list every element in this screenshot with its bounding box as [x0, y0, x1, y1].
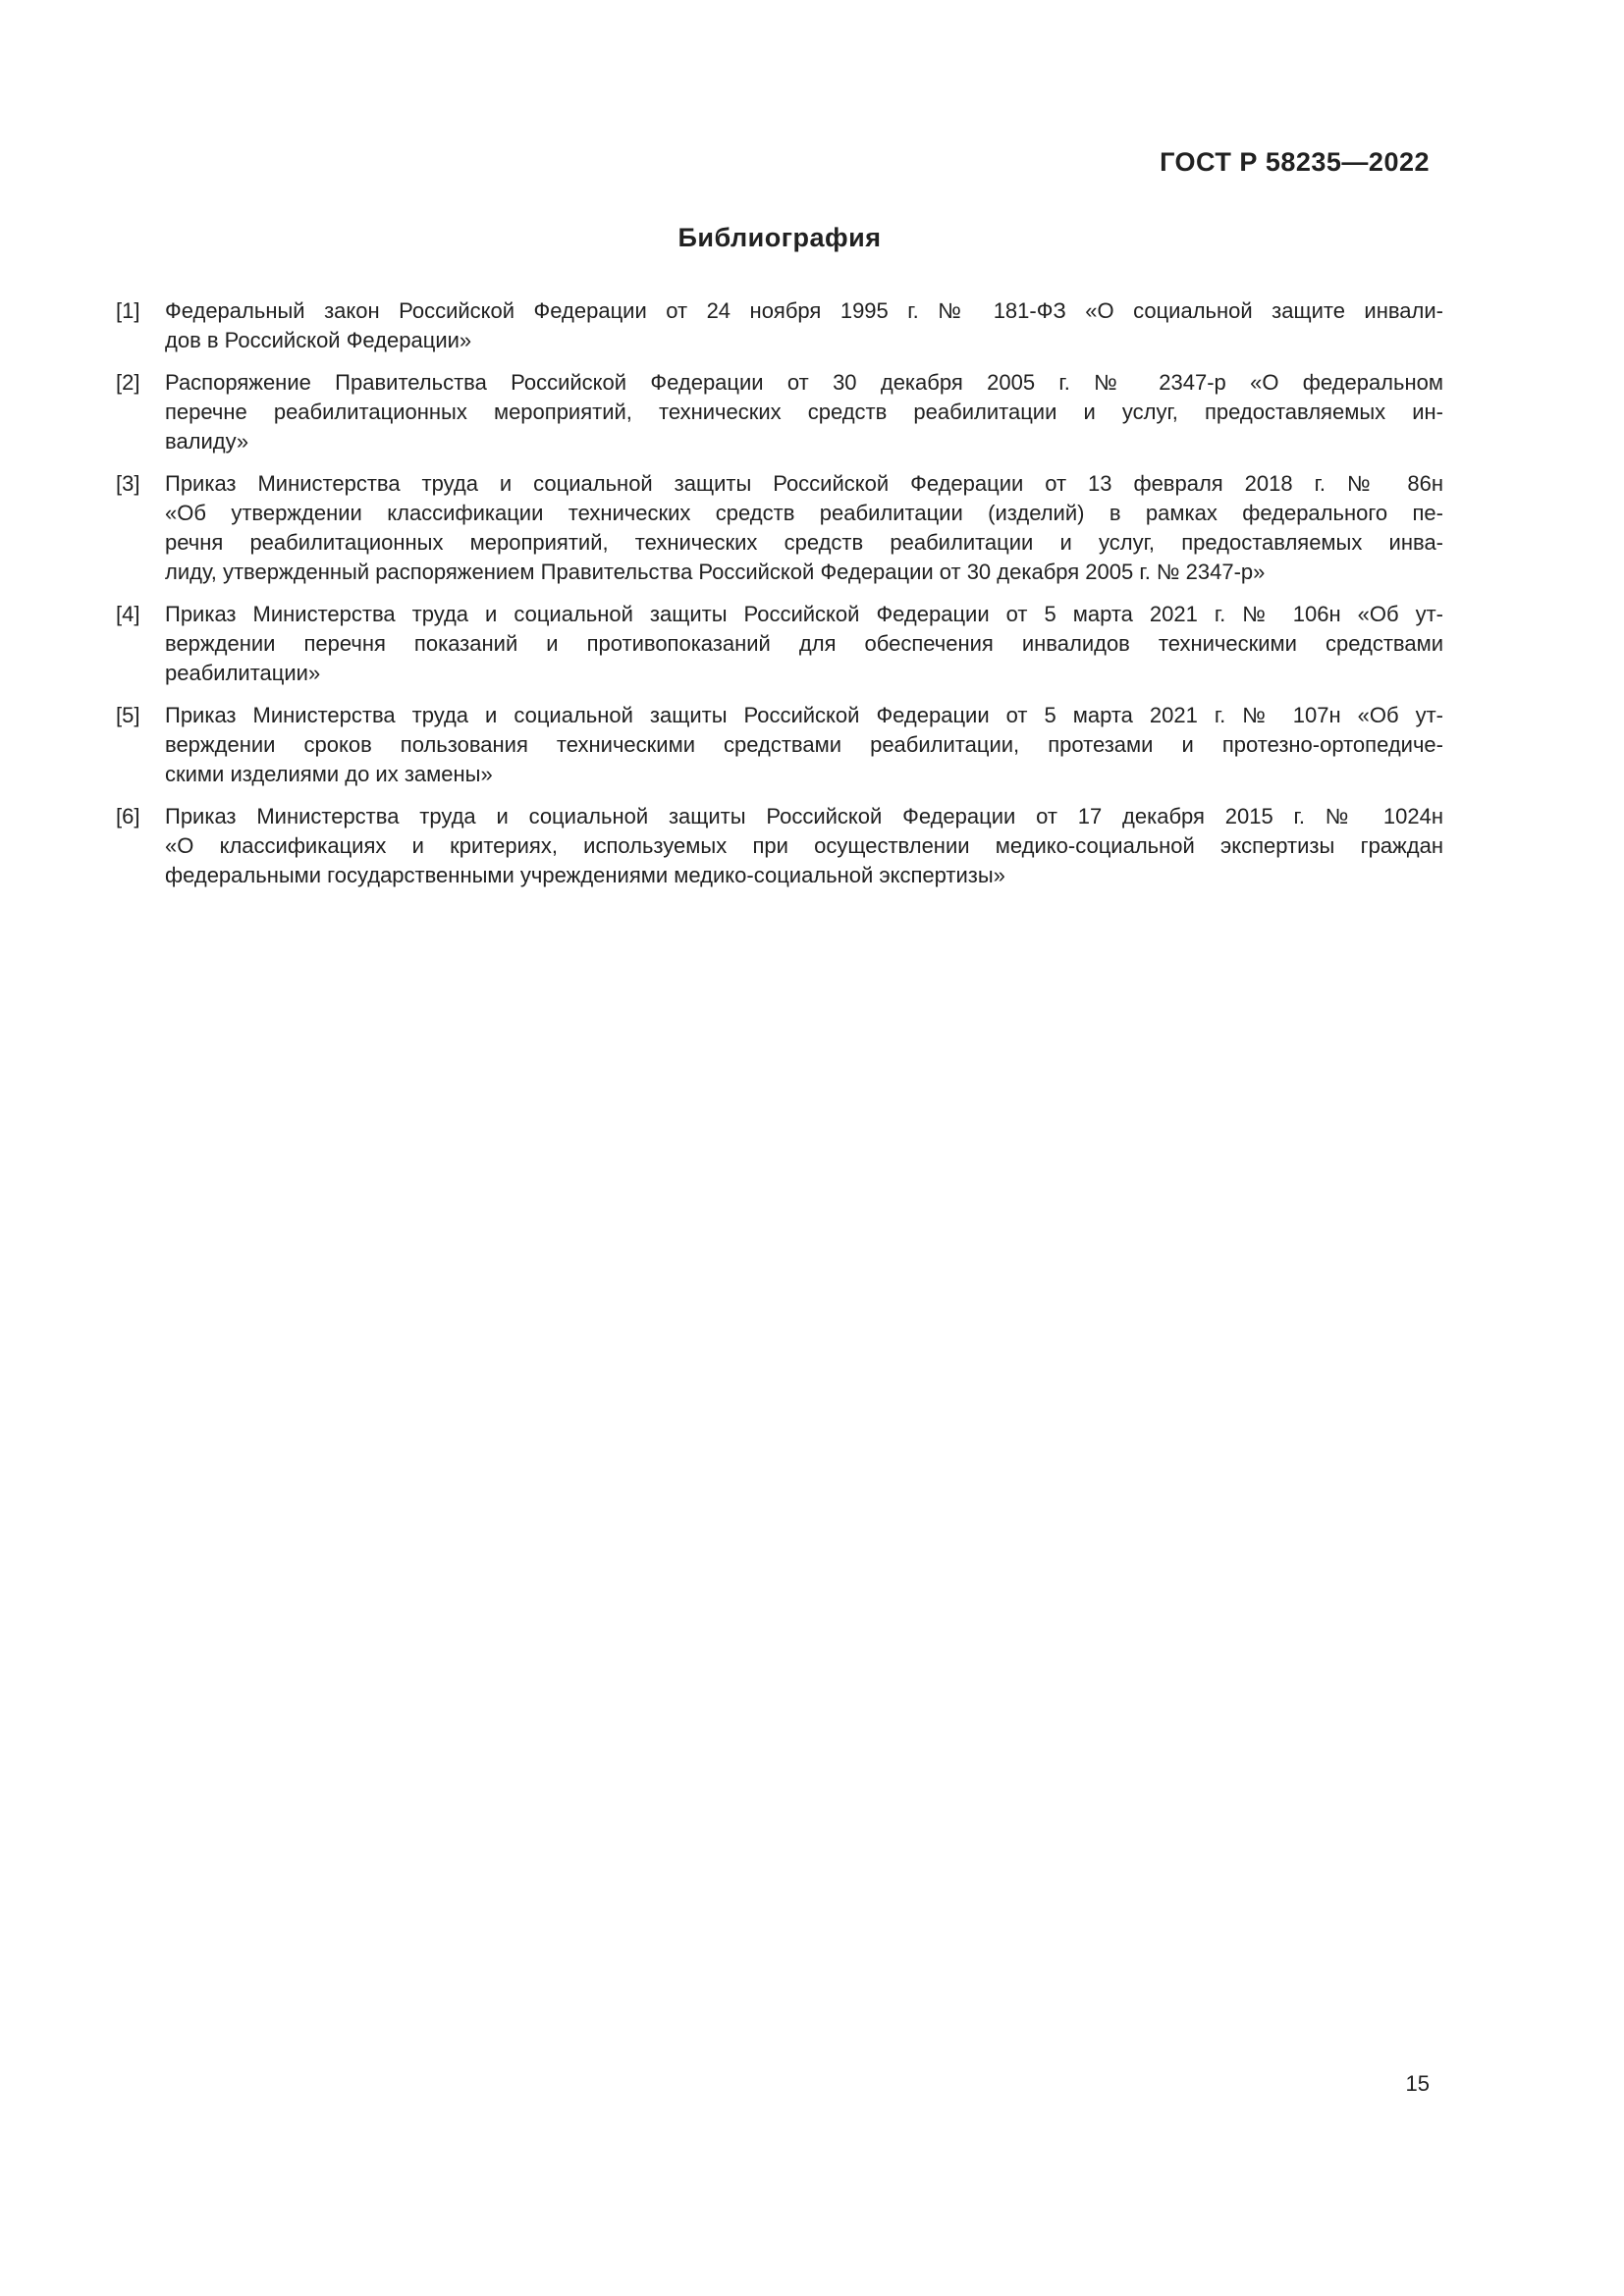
bibliography-entry [116, 600, 1443, 688]
entry-text-line: речня реабилитационных мероприятий, технических средств реабилитации и услуг, предоставляемых инва- [165, 530, 1443, 555]
entry-text-line: валиду» [165, 429, 249, 454]
bibliography-entry [116, 802, 1443, 890]
entry-text-line: Распоряжение Правительства Российской Федерации от 30 декабря 2005 г. № 2347-р «О федеральном [165, 370, 1443, 395]
entry-number: [1] [116, 298, 140, 323]
entry-text-line: Приказ Министерства труда и социальной защиты Российской Федерации от 5 марта 2021 г. № 106н «Об ут- [165, 602, 1443, 626]
entry-text-line: «Об утверждении классификации технических средств реабилитации (изделий) в рамках федерального пе- [165, 501, 1443, 525]
entry-number: [3] [116, 471, 140, 496]
bibliography-entry [116, 368, 1443, 456]
entry-number: [6] [116, 804, 140, 828]
entry-text-line: дов в Российской Федерации» [165, 328, 472, 352]
entry-text-line: Приказ Министерства труда и социальной защиты Российской Федерации от 5 марта 2021 г. № 107н «Об ут- [165, 703, 1443, 727]
entry-text-line: Приказ Министерства труда и социальной защиты Российской Федерации от 17 декабря 2015 г. № 1024н [165, 804, 1443, 828]
entry-text-line: лиду, утвержденный распоряжением Правительства Российской Федерации от 30 декабря 2005 г. № 2347-р» [165, 560, 1266, 584]
page-title: Библиография [677, 223, 882, 252]
entry-text-line: перечне реабилитационных мероприятий, технических средств реабилитации и услуг, предоставляемых ин- [165, 400, 1443, 424]
entry-text-line: «О классификациях и критериях, используемых при осуществлении медико-социальной экспертизы граждан [165, 833, 1443, 858]
bibliography-list [116, 296, 1443, 903]
bibliography-entry [116, 469, 1443, 587]
entry-text-line: реабилитации» [165, 661, 321, 685]
bibliography-entry [116, 296, 1443, 355]
entry-text-line: скими изделиями до их замены» [165, 762, 493, 786]
entry-number: [2] [116, 370, 140, 395]
entry-number: [5] [116, 703, 140, 727]
entry-text-line: верждении перечня показаний и противопоказаний для обеспечения инвалидов техническими средствами [165, 631, 1443, 656]
entry-text-line: Федеральный закон Российской Федерации от 24 ноября 1995 г. № 181-ФЗ «О социальной защите инвали- [165, 298, 1443, 323]
entry-number: [4] [116, 602, 140, 626]
bibliography-entry [116, 701, 1443, 789]
page-number: 15 [1405, 2071, 1430, 2096]
entry-text-line: верждении сроков пользования техническими средствами реабилитации, протезами и протезно-ортопедиче- [165, 732, 1443, 757]
document-standard-code: ГОСТ Р 58235—2022 [1160, 147, 1430, 177]
entry-text-line: Приказ Министерства труда и социальной защиты Российской Федерации от 13 февраля 2018 г. № 86н [165, 471, 1443, 496]
entry-text-line: федеральными государственными учреждениями медико-социальной экспертизы» [165, 863, 1005, 887]
